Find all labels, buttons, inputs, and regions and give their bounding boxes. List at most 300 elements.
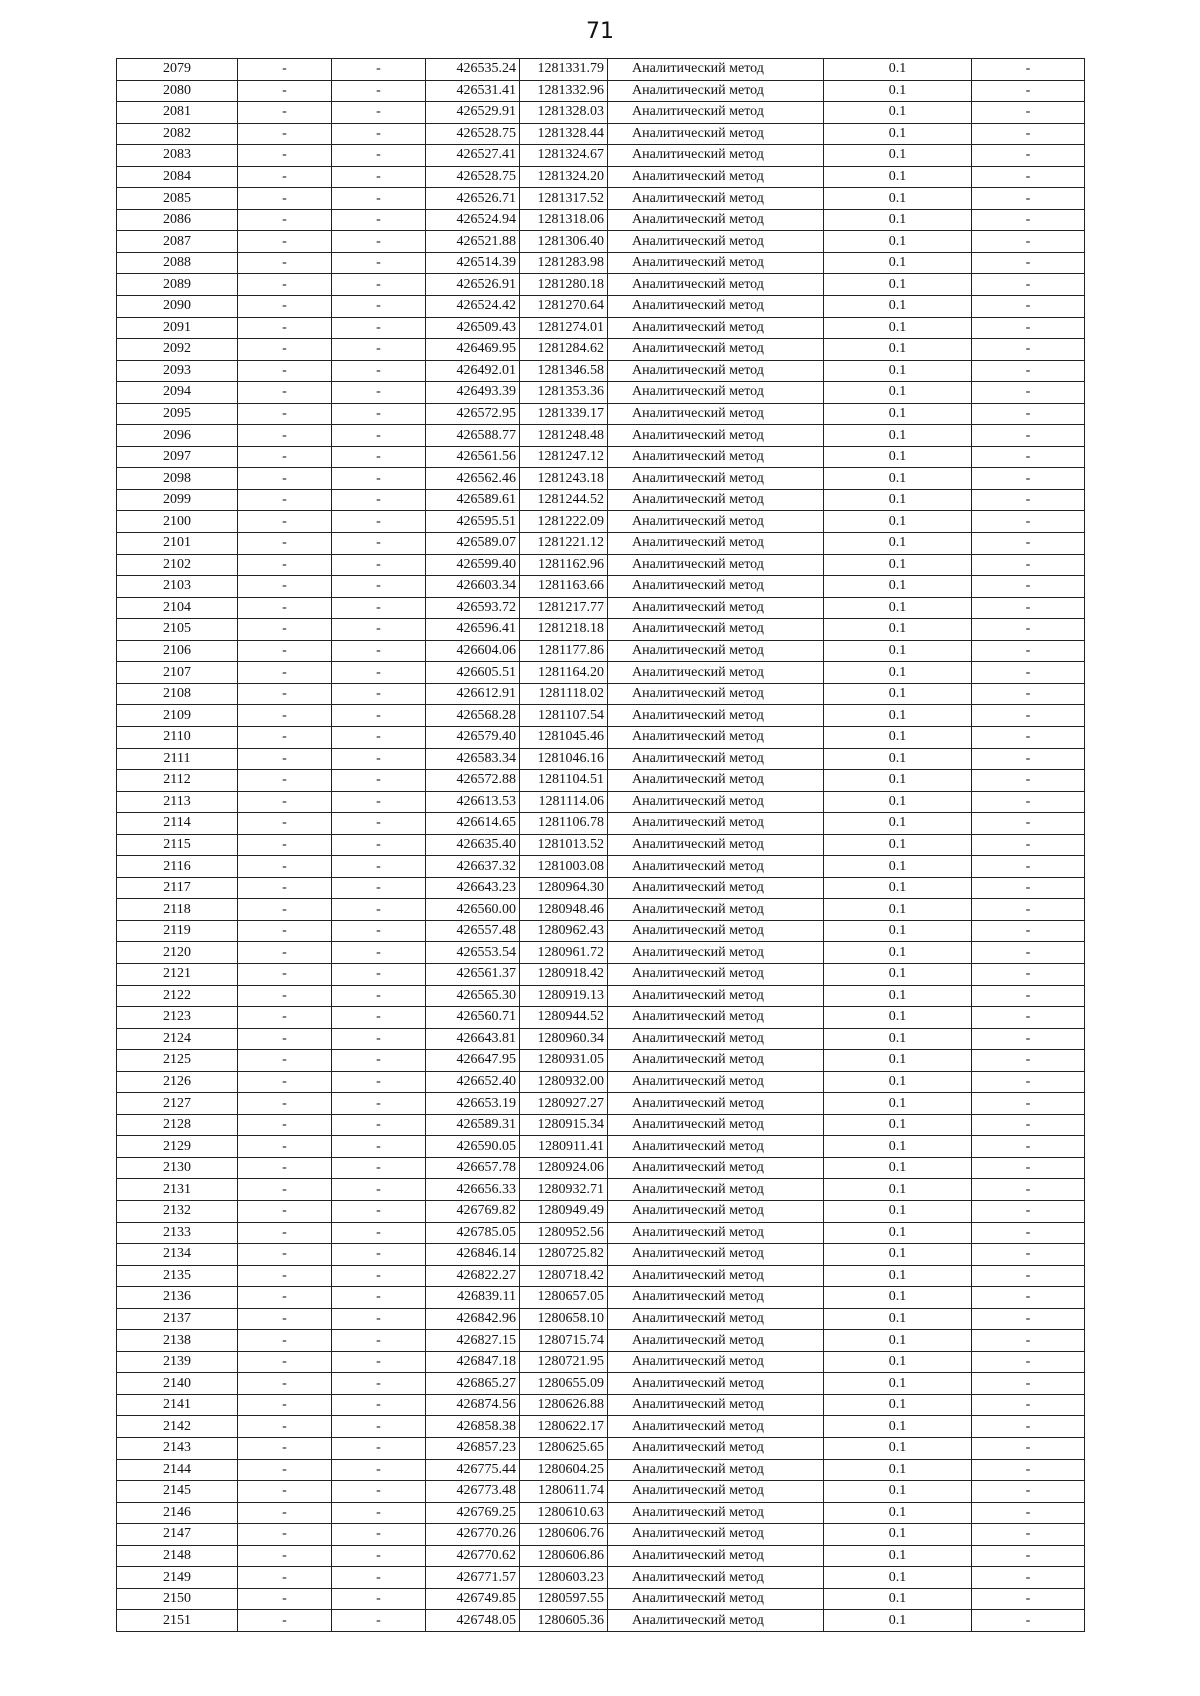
old-x-cell: - <box>238 209 332 231</box>
accuracy-cell: 0.1 <box>824 252 972 274</box>
x-coordinate-cell: 426599.40 <box>426 554 520 576</box>
x-coordinate-cell: 426565.30 <box>426 985 520 1007</box>
x-coordinate-cell: 426773.48 <box>426 1481 520 1503</box>
old-y-cell: - <box>332 360 426 382</box>
description-cell: - <box>972 1071 1085 1093</box>
description-cell: - <box>972 296 1085 318</box>
accuracy-cell: 0.1 <box>824 80 972 102</box>
accuracy-cell: 0.1 <box>824 188 972 210</box>
y-coordinate-cell: 1281332.96 <box>520 80 608 102</box>
table-row <box>117 1157 1085 1179</box>
method-cell: Аналитический метод <box>608 1244 824 1266</box>
description-cell: - <box>972 339 1085 361</box>
y-coordinate-cell: 1280725.82 <box>520 1244 608 1266</box>
old-x-cell: - <box>238 619 332 641</box>
accuracy-cell: 0.1 <box>824 1287 972 1309</box>
table-row <box>117 166 1085 188</box>
y-coordinate-cell: 1281003.08 <box>520 856 608 878</box>
description-cell: - <box>972 1093 1085 1115</box>
method-cell: Аналитический метод <box>608 770 824 792</box>
y-coordinate-cell: 1281107.54 <box>520 705 608 727</box>
old-x-cell: - <box>238 446 332 468</box>
accuracy-cell: 0.1 <box>824 1394 972 1416</box>
x-coordinate-cell: 426769.82 <box>426 1200 520 1222</box>
old-y-cell: - <box>332 1373 426 1395</box>
description-cell: - <box>972 533 1085 555</box>
accuracy-cell: 0.1 <box>824 339 972 361</box>
y-coordinate-cell: 1281163.66 <box>520 576 608 598</box>
table-row <box>117 640 1085 662</box>
old-y-cell: - <box>332 1179 426 1201</box>
method-cell: Аналитический метод <box>608 1287 824 1309</box>
x-coordinate-cell: 426595.51 <box>426 511 520 533</box>
old-y-cell: - <box>332 1351 426 1373</box>
old-y-cell: - <box>332 296 426 318</box>
y-coordinate-cell: 1280625.65 <box>520 1438 608 1460</box>
old-y-cell: - <box>332 1050 426 1072</box>
old-y-cell: - <box>332 1610 426 1632</box>
method-cell: Аналитический метод <box>608 856 824 878</box>
y-coordinate-cell: 1280952.56 <box>520 1222 608 1244</box>
y-coordinate-cell: 1281284.62 <box>520 339 608 361</box>
description-cell: - <box>972 942 1085 964</box>
table-row <box>117 1028 1085 1050</box>
old-x-cell: - <box>238 576 332 598</box>
point-number-cell: 2096 <box>117 425 238 447</box>
y-coordinate-cell: 1280658.10 <box>520 1308 608 1330</box>
x-coordinate-cell: 426469.95 <box>426 339 520 361</box>
accuracy-cell: 0.1 <box>824 683 972 705</box>
table-row <box>117 576 1085 598</box>
y-coordinate-cell: 1280944.52 <box>520 1007 608 1029</box>
method-cell: Аналитический метод <box>608 231 824 253</box>
method-cell: Аналитический метод <box>608 1567 824 1589</box>
description-cell: - <box>972 1394 1085 1416</box>
table-row <box>117 1394 1085 1416</box>
old-y-cell: - <box>332 877 426 899</box>
accuracy-cell: 0.1 <box>824 296 972 318</box>
description-cell: - <box>972 382 1085 404</box>
description-cell: - <box>972 834 1085 856</box>
x-coordinate-cell: 426857.23 <box>426 1438 520 1460</box>
accuracy-cell: 0.1 <box>824 1481 972 1503</box>
method-cell: Аналитический метод <box>608 683 824 705</box>
y-coordinate-cell: 1280927.27 <box>520 1093 608 1115</box>
old-x-cell: - <box>238 770 332 792</box>
accuracy-cell: 0.1 <box>824 1179 972 1201</box>
y-coordinate-cell: 1281274.01 <box>520 317 608 339</box>
accuracy-cell: 0.1 <box>824 274 972 296</box>
old-y-cell: - <box>332 382 426 404</box>
description-cell: - <box>972 1050 1085 1072</box>
x-coordinate-cell: 426589.61 <box>426 489 520 511</box>
x-coordinate-cell: 426535.24 <box>426 59 520 81</box>
accuracy-cell: 0.1 <box>824 1071 972 1093</box>
x-coordinate-cell: 426614.65 <box>426 813 520 835</box>
old-x-cell: - <box>238 1545 332 1567</box>
old-x-cell: - <box>238 1567 332 1589</box>
description-cell: - <box>972 360 1085 382</box>
accuracy-cell: 0.1 <box>824 770 972 792</box>
method-cell: Аналитический метод <box>608 1394 824 1416</box>
method-cell: Аналитический метод <box>608 102 824 124</box>
y-coordinate-cell: 1280932.00 <box>520 1071 608 1093</box>
accuracy-cell: 0.1 <box>824 554 972 576</box>
point-number-cell: 2095 <box>117 403 238 425</box>
method-cell: Аналитический метод <box>608 296 824 318</box>
method-cell: Аналитический метод <box>608 360 824 382</box>
old-x-cell: - <box>238 1200 332 1222</box>
y-coordinate-cell: 1281013.52 <box>520 834 608 856</box>
old-y-cell: - <box>332 1222 426 1244</box>
point-number-cell: 2113 <box>117 791 238 813</box>
x-coordinate-cell: 426529.91 <box>426 102 520 124</box>
description-cell: - <box>972 511 1085 533</box>
y-coordinate-cell: 1280915.34 <box>520 1114 608 1136</box>
y-coordinate-cell: 1280962.43 <box>520 920 608 942</box>
x-coordinate-cell: 426769.25 <box>426 1502 520 1524</box>
point-number-cell: 2146 <box>117 1502 238 1524</box>
point-number-cell: 2123 <box>117 1007 238 1029</box>
x-coordinate-cell: 426770.62 <box>426 1545 520 1567</box>
x-coordinate-cell: 426858.38 <box>426 1416 520 1438</box>
method-cell: Аналитический метод <box>608 1222 824 1244</box>
point-number-cell: 2145 <box>117 1481 238 1503</box>
accuracy-cell: 0.1 <box>824 748 972 770</box>
table-row <box>117 339 1085 361</box>
point-number-cell: 2130 <box>117 1157 238 1179</box>
old-y-cell: - <box>332 80 426 102</box>
description-cell: - <box>972 317 1085 339</box>
point-number-cell: 2144 <box>117 1459 238 1481</box>
x-coordinate-cell: 426509.43 <box>426 317 520 339</box>
accuracy-cell: 0.1 <box>824 209 972 231</box>
old-y-cell: - <box>332 1394 426 1416</box>
table-row <box>117 425 1085 447</box>
method-cell: Аналитический метод <box>608 1007 824 1029</box>
x-coordinate-cell: 426524.94 <box>426 209 520 231</box>
description-cell: - <box>972 252 1085 274</box>
description-cell: - <box>972 1179 1085 1201</box>
y-coordinate-cell: 1281280.18 <box>520 274 608 296</box>
x-coordinate-cell: 426842.96 <box>426 1308 520 1330</box>
point-number-cell: 2114 <box>117 813 238 835</box>
table-row <box>117 533 1085 555</box>
y-coordinate-cell: 1281353.36 <box>520 382 608 404</box>
description-cell: - <box>972 597 1085 619</box>
point-number-cell: 2133 <box>117 1222 238 1244</box>
point-number-cell: 2118 <box>117 899 238 921</box>
point-number-cell: 2117 <box>117 877 238 899</box>
y-coordinate-cell: 1280949.49 <box>520 1200 608 1222</box>
old-y-cell: - <box>332 1545 426 1567</box>
old-x-cell: - <box>238 985 332 1007</box>
old-x-cell: - <box>238 856 332 878</box>
x-coordinate-cell: 426635.40 <box>426 834 520 856</box>
old-y-cell: - <box>332 1459 426 1481</box>
old-y-cell: - <box>332 662 426 684</box>
description-cell: - <box>972 899 1085 921</box>
old-x-cell: - <box>238 1524 332 1546</box>
old-y-cell: - <box>332 791 426 813</box>
old-x-cell: - <box>238 145 332 167</box>
method-cell: Аналитический метод <box>608 1438 824 1460</box>
method-cell: Аналитический метод <box>608 339 824 361</box>
old-x-cell: - <box>238 877 332 899</box>
table-row <box>117 683 1085 705</box>
description-cell: - <box>972 102 1085 124</box>
old-x-cell: - <box>238 1071 332 1093</box>
old-x-cell: - <box>238 1244 332 1266</box>
table-row <box>117 296 1085 318</box>
point-number-cell: 2093 <box>117 360 238 382</box>
old-y-cell: - <box>332 123 426 145</box>
old-x-cell: - <box>238 252 332 274</box>
method-cell: Аналитический метод <box>608 640 824 662</box>
old-y-cell: - <box>332 1416 426 1438</box>
x-coordinate-cell: 426846.14 <box>426 1244 520 1266</box>
method-cell: Аналитический метод <box>608 942 824 964</box>
x-coordinate-cell: 426652.40 <box>426 1071 520 1093</box>
description-cell: - <box>972 188 1085 210</box>
old-x-cell: - <box>238 1351 332 1373</box>
x-coordinate-cell: 426865.27 <box>426 1373 520 1395</box>
accuracy-cell: 0.1 <box>824 1308 972 1330</box>
method-cell: Аналитический метод <box>608 705 824 727</box>
description-cell: - <box>972 209 1085 231</box>
table-row <box>117 59 1085 81</box>
method-cell: Аналитический метод <box>608 166 824 188</box>
old-y-cell: - <box>332 1588 426 1610</box>
old-x-cell: - <box>238 1222 332 1244</box>
old-x-cell: - <box>238 1308 332 1330</box>
method-cell: Аналитический метод <box>608 813 824 835</box>
x-coordinate-cell: 426612.91 <box>426 683 520 705</box>
old-x-cell: - <box>238 1114 332 1136</box>
table-row <box>117 1351 1085 1373</box>
x-coordinate-cell: 426568.28 <box>426 705 520 727</box>
y-coordinate-cell: 1280622.17 <box>520 1416 608 1438</box>
point-number-cell: 2125 <box>117 1050 238 1072</box>
description-cell: - <box>972 1373 1085 1395</box>
point-number-cell: 2090 <box>117 296 238 318</box>
accuracy-cell: 0.1 <box>824 1373 972 1395</box>
description-cell: - <box>972 640 1085 662</box>
old-x-cell: - <box>238 1373 332 1395</box>
accuracy-cell: 0.1 <box>824 576 972 598</box>
old-x-cell: - <box>238 166 332 188</box>
y-coordinate-cell: 1280610.63 <box>520 1502 608 1524</box>
y-coordinate-cell: 1281318.06 <box>520 209 608 231</box>
old-x-cell: - <box>238 683 332 705</box>
accuracy-cell: 0.1 <box>824 705 972 727</box>
x-coordinate-cell: 426588.77 <box>426 425 520 447</box>
accuracy-cell: 0.1 <box>824 360 972 382</box>
point-number-cell: 2089 <box>117 274 238 296</box>
old-y-cell: - <box>332 188 426 210</box>
old-x-cell: - <box>238 920 332 942</box>
accuracy-cell: 0.1 <box>824 1028 972 1050</box>
y-coordinate-cell: 1281177.86 <box>520 640 608 662</box>
table-row <box>117 382 1085 404</box>
y-coordinate-cell: 1281283.98 <box>520 252 608 274</box>
old-y-cell: - <box>332 1071 426 1093</box>
method-cell: Аналитический метод <box>608 489 824 511</box>
table-row <box>117 1502 1085 1524</box>
point-number-cell: 2108 <box>117 683 238 705</box>
y-coordinate-cell: 1281162.96 <box>520 554 608 576</box>
accuracy-cell: 0.1 <box>824 1588 972 1610</box>
x-coordinate-cell: 426527.41 <box>426 145 520 167</box>
old-x-cell: - <box>238 791 332 813</box>
point-number-cell: 2107 <box>117 662 238 684</box>
point-number-cell: 2115 <box>117 834 238 856</box>
old-x-cell: - <box>238 382 332 404</box>
accuracy-cell: 0.1 <box>824 317 972 339</box>
old-x-cell: - <box>238 1265 332 1287</box>
description-cell: - <box>972 1588 1085 1610</box>
old-x-cell: - <box>238 1588 332 1610</box>
method-cell: Аналитический метод <box>608 1373 824 1395</box>
table-row <box>117 317 1085 339</box>
x-coordinate-cell: 426560.00 <box>426 899 520 921</box>
old-y-cell: - <box>332 166 426 188</box>
description-cell: - <box>972 1244 1085 1266</box>
point-number-cell: 2110 <box>117 726 238 748</box>
table-row <box>117 985 1085 1007</box>
description-cell: - <box>972 1007 1085 1029</box>
table-row <box>117 899 1085 921</box>
accuracy-cell: 0.1 <box>824 1459 972 1481</box>
point-number-cell: 2138 <box>117 1330 238 1352</box>
y-coordinate-cell: 1280924.06 <box>520 1157 608 1179</box>
point-number-cell: 2104 <box>117 597 238 619</box>
y-coordinate-cell: 1280603.23 <box>520 1567 608 1589</box>
old-x-cell: - <box>238 489 332 511</box>
old-y-cell: - <box>332 1157 426 1179</box>
accuracy-cell: 0.1 <box>824 533 972 555</box>
old-y-cell: - <box>332 231 426 253</box>
old-x-cell: - <box>238 360 332 382</box>
y-coordinate-cell: 1281306.40 <box>520 231 608 253</box>
old-x-cell: - <box>238 296 332 318</box>
method-cell: Аналитический метод <box>608 317 824 339</box>
y-coordinate-cell: 1280964.30 <box>520 877 608 899</box>
description-cell: - <box>972 403 1085 425</box>
point-number-cell: 2100 <box>117 511 238 533</box>
method-cell: Аналитический метод <box>608 985 824 1007</box>
y-coordinate-cell: 1281331.79 <box>520 59 608 81</box>
point-number-cell: 2105 <box>117 619 238 641</box>
method-cell: Аналитический метод <box>608 468 824 490</box>
point-number-cell: 2147 <box>117 1524 238 1546</box>
point-number-cell: 2098 <box>117 468 238 490</box>
method-cell: Аналитический метод <box>608 1200 824 1222</box>
accuracy-cell: 0.1 <box>824 1093 972 1115</box>
table-row <box>117 1567 1085 1589</box>
table-row <box>117 145 1085 167</box>
method-cell: Аналитический метод <box>608 726 824 748</box>
x-coordinate-cell: 426656.33 <box>426 1179 520 1201</box>
table-row <box>117 770 1085 792</box>
table-row <box>117 1330 1085 1352</box>
y-coordinate-cell: 1280721.95 <box>520 1351 608 1373</box>
point-number-cell: 2084 <box>117 166 238 188</box>
y-coordinate-cell: 1280606.76 <box>520 1524 608 1546</box>
description-cell: - <box>972 1265 1085 1287</box>
method-cell: Аналитический метод <box>608 1481 824 1503</box>
table-row <box>117 877 1085 899</box>
table-row <box>117 511 1085 533</box>
method-cell: Аналитический метод <box>608 533 824 555</box>
y-coordinate-cell: 1281222.09 <box>520 511 608 533</box>
accuracy-cell: 0.1 <box>824 963 972 985</box>
point-number-cell: 2097 <box>117 446 238 468</box>
y-coordinate-cell: 1281317.52 <box>520 188 608 210</box>
old-x-cell: - <box>238 1416 332 1438</box>
table-row <box>117 1200 1085 1222</box>
accuracy-cell: 0.1 <box>824 468 972 490</box>
table-row <box>117 619 1085 641</box>
old-x-cell: - <box>238 188 332 210</box>
accuracy-cell: 0.1 <box>824 123 972 145</box>
y-coordinate-cell: 1280605.36 <box>520 1610 608 1632</box>
accuracy-cell: 0.1 <box>824 1007 972 1029</box>
old-x-cell: - <box>238 1502 332 1524</box>
method-cell: Аналитический метод <box>608 748 824 770</box>
accuracy-cell: 0.1 <box>824 425 972 447</box>
accuracy-cell: 0.1 <box>824 1157 972 1179</box>
old-y-cell: - <box>332 339 426 361</box>
description-cell: - <box>972 1459 1085 1481</box>
table-row <box>117 1545 1085 1567</box>
coordinates-table <box>116 58 1085 1632</box>
old-x-cell: - <box>238 1459 332 1481</box>
point-number-cell: 2134 <box>117 1244 238 1266</box>
point-number-cell: 2132 <box>117 1200 238 1222</box>
old-x-cell: - <box>238 533 332 555</box>
old-y-cell: - <box>332 640 426 662</box>
old-y-cell: - <box>332 403 426 425</box>
method-cell: Аналитический метод <box>608 1028 824 1050</box>
y-coordinate-cell: 1280597.55 <box>520 1588 608 1610</box>
x-coordinate-cell: 426557.48 <box>426 920 520 942</box>
old-y-cell: - <box>332 554 426 576</box>
x-coordinate-cell: 426593.72 <box>426 597 520 619</box>
x-coordinate-cell: 426553.54 <box>426 942 520 964</box>
old-x-cell: - <box>238 942 332 964</box>
x-coordinate-cell: 426874.56 <box>426 1394 520 1416</box>
point-number-cell: 2092 <box>117 339 238 361</box>
y-coordinate-cell: 1280626.88 <box>520 1394 608 1416</box>
old-y-cell: - <box>332 1308 426 1330</box>
old-y-cell: - <box>332 59 426 81</box>
old-x-cell: - <box>238 726 332 748</box>
point-number-cell: 2143 <box>117 1438 238 1460</box>
x-coordinate-cell: 426528.75 <box>426 166 520 188</box>
description-cell: - <box>972 1481 1085 1503</box>
accuracy-cell: 0.1 <box>824 791 972 813</box>
method-cell: Аналитический метод <box>608 403 824 425</box>
y-coordinate-cell: 1281217.77 <box>520 597 608 619</box>
method-cell: Аналитический метод <box>608 619 824 641</box>
old-x-cell: - <box>238 748 332 770</box>
point-number-cell: 2079 <box>117 59 238 81</box>
coordinates-table-body <box>117 59 1085 1632</box>
y-coordinate-cell: 1281244.52 <box>520 489 608 511</box>
x-coordinate-cell: 426827.15 <box>426 1330 520 1352</box>
accuracy-cell: 0.1 <box>824 985 972 1007</box>
